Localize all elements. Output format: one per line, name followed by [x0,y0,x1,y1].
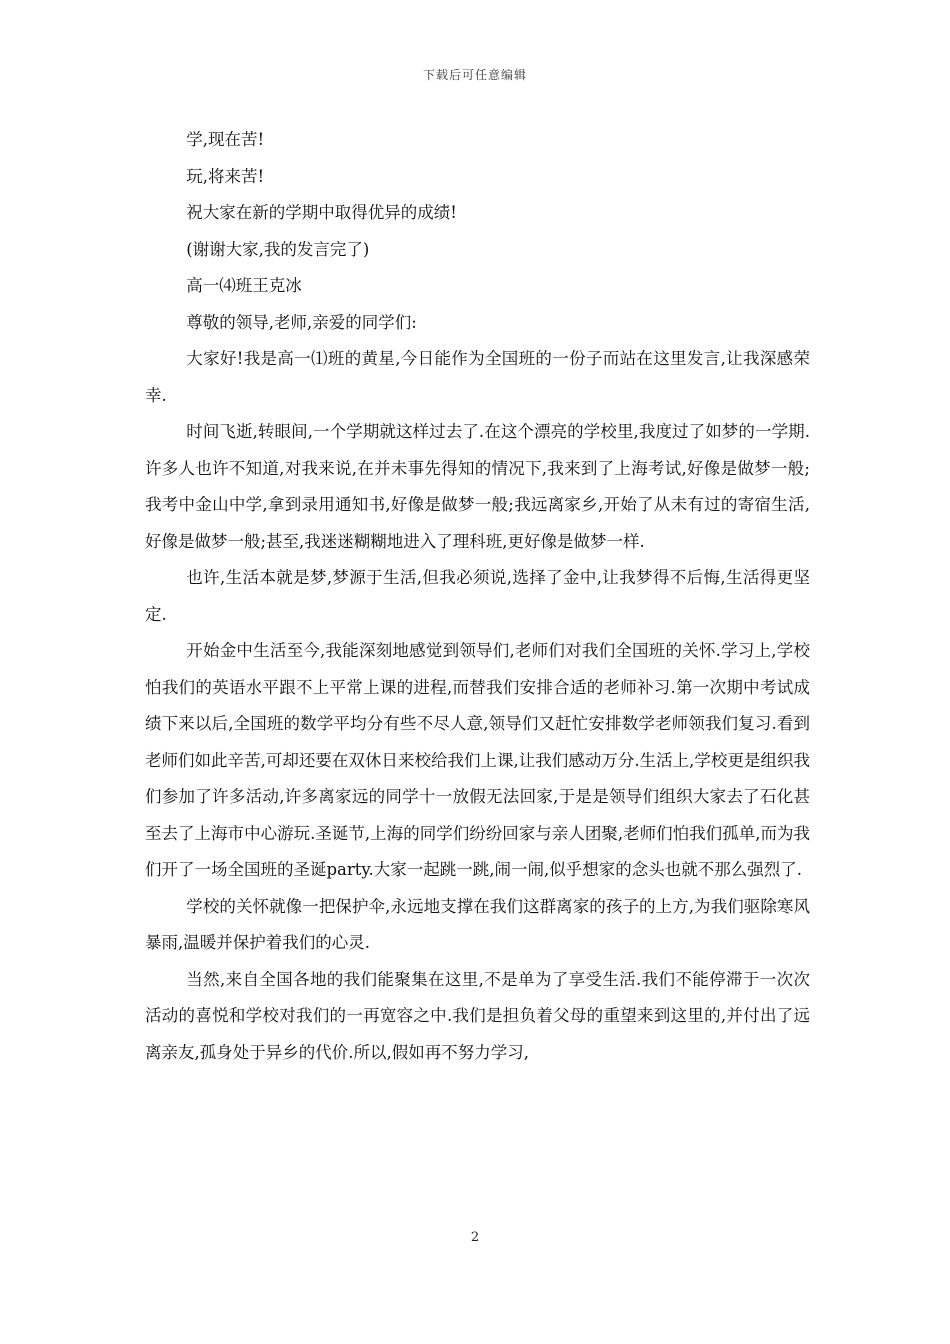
paragraph-author: 高一⑷班王克冰 [186,276,302,295]
paragraph: 开始金中生活至今,我能深刻地感觉到领导们,老师们对我们全国班的关怀.学习上,学校怕我们的英语水平跟不上平常上课的进程,而替我们安排合适的老师补习.第一次期中考试成绩下来以后,全国班的数学平均分有些不尽人意,领导们又赶忙安排数学老师领我们复习.看到老师们如此辛苦,可却还要在双休日来校给我们上课,让我们感动万分.生活上,学校更是组织我们参加了许多活动,许多离家远的同学十一放假无法回家,于是是领导们组织大家去了石化甚至去了上海市中心游玩.圣诞节,上海的同学们纷纷回家与亲人团聚,老师们怕我们孤单,而为我们开了一场全国班的圣诞party.大家一起跳一跳,闹一闹,似乎想家的念头也就不那么强烈了. [145,641,810,879]
paragraph: 学校的关怀就像一把保护伞,永远地支撑在我们这群离家的孩子的上方,为我们驱除寒风暴雨,温暖并保护着我们的心灵. [145,896,810,952]
paragraph: 玩,将来苦! [186,166,265,186]
document-body [145,122,810,1071]
paragraph: 大家好!我是高一⑴班的黄星,今日能作为全国班的一份子而站在这里发言,让我深感荣幸. [145,349,810,405]
page-number: 2 [470,1230,480,1245]
paragraph: 祝大家在新的学期中取得优异的成绩! [186,203,457,222]
paragraph: 也许,生活本就是梦,梦源于生活,但我必须说,选择了金中,让我梦得不后悔,生活得更坚定. [145,568,810,624]
paragraph: 时间飞逝,转眼间,一个学期就这样过去了.在这个漂亮的学校里,我度过了如梦的一学期.许多人也许不知道,对我来说,在并未事先得知的情况下,我来到了上海考试,好像是做梦一般;我考中金山中学,拿到录用通知书,好像是做梦一般;我远离家乡,开始了从未有过的寄宿生活,好像是做梦一般;甚至,我迷迷糊糊地进入了理科班,更好像是做梦一样. [145,422,810,551]
paragraph: 学,现在苦! [186,130,265,149]
paragraph: (谢谢大家,我的发言完了) [186,239,370,259]
page-header: 下载后可任意编辑 [422,68,527,82]
paragraph-salutation: 尊敬的领导,老师,亲爱的同学们: [186,312,417,332]
paragraph: 当然,来自全国各地的我们能聚集在这里,不是单为了享受生活.我们不能停滞于一次次活动的喜悦和学校对我们的一再宽容之中.我们是担负着父母的重望来到这里的,并付出了远离亲友,孤身处于异乡的代价.所以,假如再不努力学习, [145,969,810,1062]
